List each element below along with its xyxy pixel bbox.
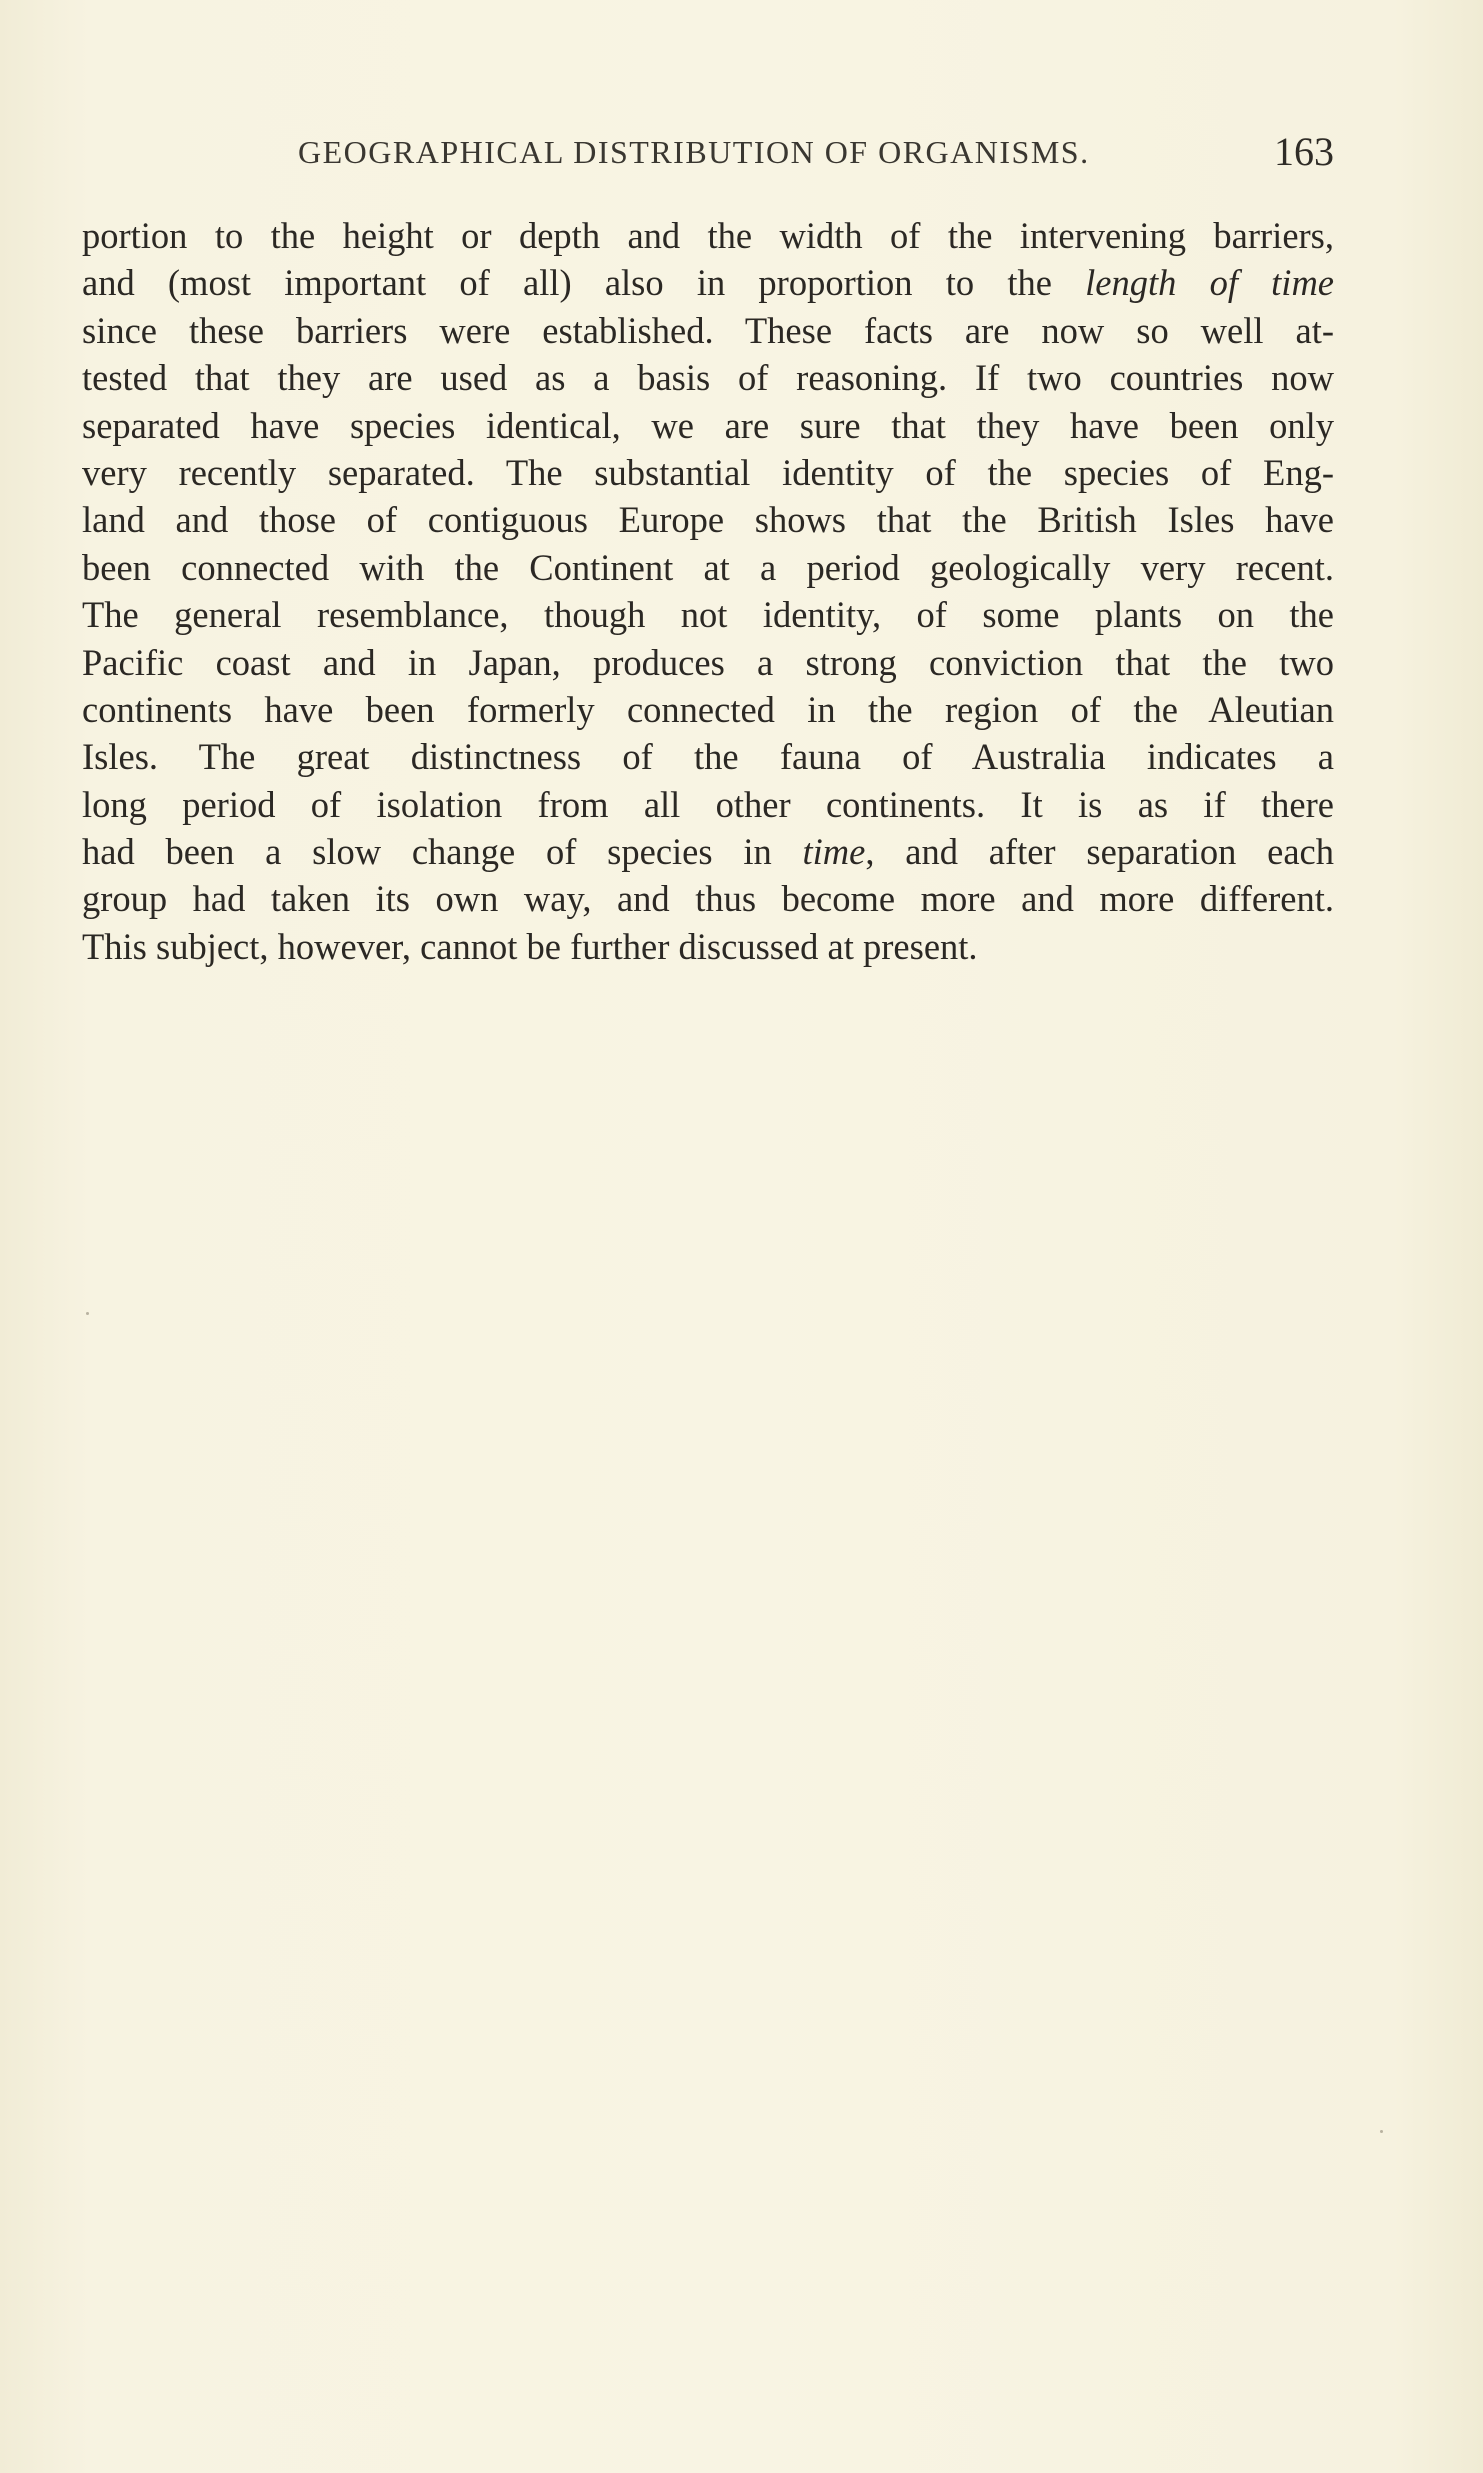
text-line — [82, 923, 1334, 970]
text-run: , and after separation each — [865, 831, 1334, 873]
text-line — [82, 402, 1334, 449]
text-line — [82, 259, 1334, 306]
text-run: The general resemblance, though not identity, of some plants on the — [82, 594, 1334, 636]
text-run: long period of isolation from all other continents. It is as if there — [82, 783, 1334, 825]
body-paragraph — [82, 212, 1334, 970]
text-run: been connected with the Continent at a period geologically very recent. — [82, 546, 1334, 588]
paper-speck — [1380, 2130, 1383, 2133]
text-line — [82, 544, 1334, 591]
text-line — [82, 354, 1334, 401]
running-title: GEOGRAPHICAL DISTRIBUTION OF ORGANISMS. — [298, 134, 1090, 170]
text-run: tested that they are used as a basis of reasoning. If two countries now — [82, 357, 1334, 399]
text-line — [82, 449, 1334, 496]
italic-emphasis: length of time — [1085, 262, 1335, 304]
text-line — [82, 591, 1334, 638]
text-run: had been a slow change of species in — [82, 831, 803, 873]
text-run: This subject, however, cannot be further discussed at present. — [82, 925, 978, 967]
text-run: very recently separated. The substantial identity of the species of Eng- — [82, 451, 1334, 493]
italic-emphasis: time — [802, 831, 866, 873]
text-run: Pacific coast and in Japan, produces a strong conviction that the two — [82, 641, 1334, 683]
text-run: group had taken its own way, and thus become more and more different. — [82, 878, 1334, 920]
text-run: continents have been formerly connected in the region of the Aleutian — [82, 688, 1334, 730]
text-run: and (most important of all) also in proportion to the — [82, 262, 1086, 304]
text-line — [82, 828, 1334, 875]
text-run: portion to the height or depth and the width of the intervening barriers, — [82, 215, 1334, 256]
text-line — [82, 781, 1334, 828]
text-run: Isles. The great distinctness of the fauna of Australia indicates a — [82, 736, 1334, 778]
running-head — [82, 128, 1334, 178]
text-line — [82, 212, 1334, 259]
text-line — [82, 686, 1334, 733]
text-run: land and those of contiguous Europe shows that the British Isles have — [82, 499, 1334, 541]
text-run: separated have species identical, we are sure that they have been only — [82, 404, 1334, 446]
paper-speck — [86, 1312, 89, 1315]
text-line — [82, 875, 1334, 922]
text-line — [82, 639, 1334, 686]
page-number: 163 — [1274, 129, 1334, 174]
text-line — [82, 733, 1334, 780]
text-line — [82, 307, 1334, 354]
text-line — [82, 496, 1334, 543]
text-run: since these barriers were established. These facts are now so well at- — [82, 309, 1334, 351]
